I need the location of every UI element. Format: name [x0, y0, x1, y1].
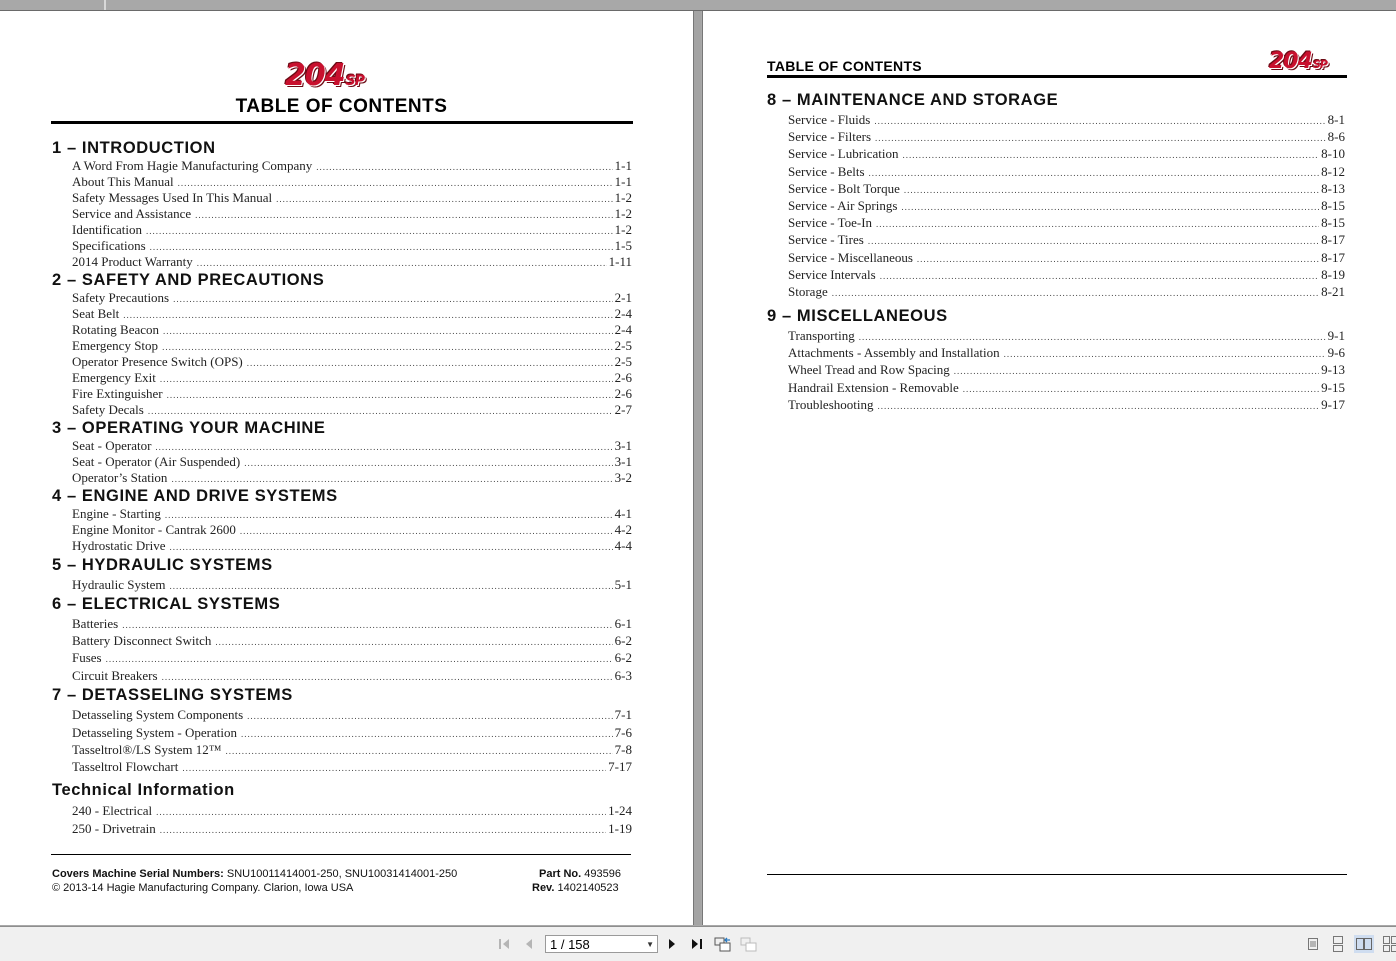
toc-entry-title: Fuses [72, 650, 106, 666]
dot-leader [170, 578, 613, 594]
toc-entry[interactable] [72, 402, 632, 418]
dot-leader [859, 329, 1326, 345]
toc-entry-page: 3-1 [613, 438, 632, 454]
toc-entry-title: Detasseling System - Operation [72, 725, 241, 741]
toc-entry[interactable] [72, 668, 632, 684]
toc-entry[interactable] [72, 506, 632, 522]
dropdown-caret-icon[interactable]: ▼ [646, 936, 654, 954]
toc-entry-page: 9-6 [1326, 345, 1345, 361]
dot-leader [963, 381, 1319, 397]
revision [532, 882, 619, 894]
viewer-top-bar [0, 0, 1396, 11]
toc-entry-page: 1-1 [613, 174, 632, 190]
first-page-button[interactable] [496, 935, 514, 953]
toc-entry-title: Seat Belt [72, 306, 123, 322]
toc-entry[interactable] [72, 759, 632, 775]
toc-entry-page: 1-11 [607, 254, 632, 270]
next-view-button[interactable] [740, 935, 758, 953]
toc-entry-title: Circuit Breakers [72, 668, 162, 684]
toc-entry-page: 1-5 [613, 238, 632, 254]
toc-entry-title: Service - Fluids [788, 112, 874, 128]
dot-leader [122, 617, 612, 633]
toc-entry-title: Tasseltrol®/LS System 12™ [72, 742, 226, 758]
dot-leader [877, 398, 1319, 414]
toc-entry[interactable] [788, 129, 1345, 145]
previous-view-icon [714, 936, 732, 952]
section-heading-electrical-systems[interactable]: 6 – ELECTRICAL SYSTEMS [52, 595, 280, 614]
toc-entry-title: Service - Miscellaneous [788, 250, 917, 266]
toc-entry-page: 2-5 [613, 338, 632, 354]
toc-entry-page: 9-1 [1326, 328, 1345, 344]
toc-entry[interactable] [72, 158, 632, 174]
toc-entry-title: Hydrostatic Drive [72, 538, 170, 554]
toc-entry-page: 3-2 [613, 470, 632, 486]
dot-leader [148, 403, 613, 419]
toc-entry-title: Operator’s Station [72, 470, 171, 486]
dot-leader [276, 191, 613, 207]
header-divider [767, 75, 1347, 78]
toc-entry-page: 5-1 [613, 577, 632, 593]
toc-entry[interactable] [72, 290, 632, 306]
part-number [539, 868, 621, 880]
toc-entry[interactable] [788, 250, 1345, 266]
toc-entry[interactable] [72, 538, 632, 554]
next-view-icon [740, 936, 758, 952]
toc-entry[interactable] [72, 190, 632, 206]
toc-entry-title: Service - Filters [788, 129, 875, 145]
dot-leader [226, 743, 613, 759]
toc-entry[interactable] [788, 267, 1345, 283]
toc-entry-title: Specifications [72, 238, 150, 254]
dot-leader [123, 307, 612, 323]
toc-entry-title: Emergency Exit [72, 370, 160, 386]
toc-entry[interactable] [788, 397, 1345, 413]
toc-entry-title: Identification [72, 222, 146, 238]
toc-entry[interactable] [72, 633, 632, 649]
page-number-input[interactable] [545, 935, 658, 953]
pdf-navigation-toolbar [0, 926, 1396, 961]
toc-entry-title: Engine Monitor - Cantrak 2600 [72, 522, 240, 538]
dot-leader [1004, 346, 1326, 362]
toc-entry-title: Tasseltrol Flowchart [72, 759, 182, 775]
toc-entry-title: Safety Messages Used In This Manual [72, 190, 276, 206]
toc-entry-page: 7-1 [613, 707, 632, 723]
toc-entry-page: 1-1 [613, 158, 632, 174]
section-heading-introduction[interactable]: 1 – INTRODUCTION [52, 139, 216, 158]
toc-entry-title: Seat - Operator [72, 438, 155, 454]
toc-entry-page: 2-6 [613, 370, 632, 386]
toc-entry-title: Detasseling System Components [72, 707, 247, 723]
dot-leader [150, 239, 613, 255]
toc-entry[interactable] [72, 803, 632, 819]
toc-entry[interactable] [72, 306, 632, 322]
toc-entry[interactable] [788, 232, 1345, 248]
toc-entry-title: Seat - Operator (Air Suspended) [72, 454, 244, 470]
toc-entry-title: Safety Precautions [72, 290, 173, 306]
toc-entry[interactable] [788, 345, 1345, 361]
dot-leader [880, 268, 1319, 284]
toc-entry[interactable] [788, 362, 1345, 378]
dot-leader [868, 233, 1319, 249]
toc-entry[interactable] [788, 284, 1345, 300]
dot-leader [197, 255, 607, 271]
toc-entry-page: 6-2 [613, 650, 632, 666]
dot-leader [247, 355, 613, 371]
next-page-icon [667, 938, 677, 950]
dot-leader [917, 251, 1319, 267]
toc-entry-page: 7-6 [613, 725, 632, 741]
toc-entry-title: Service - Lubrication [788, 146, 902, 162]
section-heading-engine-and-drive-systems[interactable]: 4 – ENGINE AND DRIVE SYSTEMS [52, 487, 338, 506]
toc-entry-page: 1-24 [606, 803, 632, 819]
toc-entry-page: 8-21 [1319, 284, 1345, 300]
toc-entry-page: 7-8 [613, 742, 632, 758]
toc-entry-page: 9-17 [1319, 397, 1345, 413]
dot-leader [875, 130, 1326, 146]
continuous-facing-icon [1382, 936, 1396, 952]
page-indicator: 1 / 158 [550, 937, 590, 952]
toc-entry[interactable] [72, 707, 632, 723]
toc-entry-page: 7-17 [606, 759, 632, 775]
toc-entry-page: 8-10 [1319, 146, 1345, 162]
toc-entry-title: Rotating Beacon [72, 322, 163, 338]
previous-page-button[interactable] [520, 935, 538, 953]
toc-entry-title: Hydraulic System [72, 577, 170, 593]
toc-entry-page: 8-13 [1319, 181, 1345, 197]
toc-entry-title: Service - Belts [788, 164, 869, 180]
toc-entry-title: Emergency Stop [72, 338, 162, 354]
dot-leader [902, 147, 1319, 163]
toc-entry-page: 9-15 [1319, 380, 1345, 396]
dot-leader [170, 539, 613, 555]
section-heading-safety-and-precautions[interactable]: 2 – SAFETY AND PRECAUTIONS [52, 271, 324, 290]
dot-leader [901, 199, 1319, 215]
previous-view-button[interactable] [714, 935, 732, 953]
dot-leader [182, 760, 606, 776]
brand-logo-small [1269, 51, 1327, 73]
continuous-view-button[interactable] [1328, 935, 1348, 953]
toc-entry-page: 9-13 [1319, 362, 1345, 378]
pdf-page-left [0, 11, 694, 925]
toc-entry[interactable] [72, 438, 632, 454]
section-heading-miscellaneous[interactable]: 9 – MISCELLANEOUS [767, 307, 948, 326]
first-page-icon [498, 938, 512, 950]
section-heading-technical-information[interactable]: Technical Information [52, 781, 235, 800]
facing-view-button[interactable] [1354, 935, 1374, 953]
dot-leader [163, 323, 613, 339]
dot-leader [162, 669, 613, 685]
logo-suffix: SP [346, 73, 364, 89]
toc-entry[interactable] [72, 174, 632, 190]
toc-entry[interactable] [788, 181, 1345, 197]
last-page-icon [690, 938, 704, 950]
section-heading-detasseling-systems[interactable]: 7 – DETASSELING SYSTEMS [52, 686, 293, 705]
logo-number: 204 [1269, 49, 1312, 74]
dot-leader [195, 207, 613, 223]
toc-entry[interactable] [72, 650, 632, 666]
toc-entry-page: 8-6 [1326, 129, 1345, 145]
toc-entry-title: Operator Presence Switch (OPS) [72, 354, 247, 370]
dot-leader [244, 455, 612, 471]
toc-entry-page: 8-15 [1319, 215, 1345, 231]
toc-entry[interactable] [72, 254, 632, 270]
toc-entry[interactable] [72, 222, 632, 238]
toc-entry[interactable] [788, 146, 1345, 162]
toc-entry-page: 4-1 [613, 506, 632, 522]
toc-entry[interactable] [788, 380, 1345, 396]
dot-leader [316, 159, 612, 175]
serial-numbers [52, 868, 457, 880]
dot-leader [146, 223, 613, 239]
dot-leader [162, 339, 613, 355]
toc-entry-page: 1-2 [613, 206, 632, 222]
toc-entry[interactable] [72, 522, 632, 538]
toc-entry[interactable] [72, 821, 632, 837]
toc-entry[interactable] [788, 328, 1345, 344]
toc-entry-page: 1-2 [613, 190, 632, 206]
dot-leader [155, 439, 612, 455]
toc-entry[interactable] [72, 454, 632, 470]
toc-entry-page: 8-15 [1319, 198, 1345, 214]
toc-entry[interactable] [788, 215, 1345, 231]
dot-leader [904, 182, 1319, 198]
toc-entry-page: 2-4 [613, 322, 632, 338]
part-label: Part No. [539, 868, 581, 880]
toc-entry-title: 250 - Drivetrain [72, 821, 160, 837]
dot-leader [178, 175, 613, 191]
toc-entry[interactable] [72, 354, 632, 370]
toc-entry[interactable] [72, 322, 632, 338]
toc-entry[interactable] [788, 164, 1345, 180]
continuous-facing-view-button[interactable] [1380, 935, 1396, 953]
previous-page-icon [524, 938, 534, 950]
rev-label: Rev. [532, 882, 554, 894]
toc-entry-title: Safety Decals [72, 402, 148, 418]
section-heading-maintenance-and-storage[interactable]: 8 – MAINTENANCE AND STORAGE [767, 91, 1058, 110]
toc-entry[interactable] [72, 338, 632, 354]
toc-entry-title: Service - Tires [788, 232, 868, 248]
toc-entry-page: 2-1 [613, 290, 632, 306]
dot-leader [240, 523, 613, 539]
dot-leader [167, 387, 613, 403]
toc-entry-page: 2-6 [613, 386, 632, 402]
toc-entry[interactable] [72, 370, 632, 386]
dot-leader [106, 651, 613, 667]
brand-logo [285, 61, 364, 91]
toc-entry-title: Attachments - Assembly and Installation [788, 345, 1004, 361]
toc-entry[interactable] [72, 206, 632, 222]
toc-entry-title: Batteries [72, 616, 122, 632]
toc-entry[interactable] [72, 742, 632, 758]
toc-entry-title: About This Manual [72, 174, 178, 190]
section-heading-hydraulic-systems[interactable]: 5 – HYDRAULIC SYSTEMS [52, 556, 273, 575]
facing-pages-icon [1355, 937, 1373, 951]
toc-entry[interactable] [788, 198, 1345, 214]
toc-entry-page: 4-4 [613, 538, 632, 554]
toc-entry-page: 6-3 [613, 668, 632, 684]
toc-entry-title: Wheel Tread and Row Spacing [788, 362, 954, 378]
dot-leader [954, 363, 1319, 379]
dot-leader [156, 804, 606, 820]
logo-suffix: SP [1313, 58, 1327, 71]
serial-value: SNU10011414001-250, SNU10031414001-250 [227, 868, 457, 880]
toc-entry-title: Service and Assistance [72, 206, 195, 222]
dot-leader [241, 726, 613, 742]
toc-entry-page: 6-2 [613, 633, 632, 649]
toc-entry[interactable] [72, 238, 632, 254]
continuous-page-icon [1332, 936, 1344, 952]
title-divider [51, 121, 633, 124]
dot-leader [832, 285, 1319, 301]
last-page-button[interactable] [688, 935, 706, 953]
splitter-handle[interactable] [104, 0, 106, 10]
toc-entry-page: 6-1 [613, 616, 632, 632]
footer-divider [51, 854, 631, 855]
toc-entry-page: 4-2 [613, 522, 632, 538]
toc-entry[interactable] [72, 725, 632, 741]
toc-entry-title: Service - Air Springs [788, 198, 901, 214]
toc-entry-title: A Word From Hagie Manufacturing Company [72, 158, 316, 174]
logo-number: 204 [285, 58, 345, 93]
toc-entry-page: 1-2 [613, 222, 632, 238]
dot-leader [160, 371, 613, 387]
dot-leader [869, 165, 1320, 181]
toc-entry[interactable] [72, 616, 632, 632]
part-value: 493596 [584, 868, 621, 880]
toc-entry-title: Battery Disconnect Switch [72, 633, 215, 649]
toc-entry-title: Fire Extinguisher [72, 386, 167, 402]
toc-entry-page: 8-19 [1319, 267, 1345, 283]
rev-value: 1402140523 [557, 882, 618, 894]
copyright: © 2013-14 Hagie Manufacturing Company. Clarion, Iowa USA [52, 882, 353, 894]
dot-leader [173, 291, 613, 307]
running-header-title: TABLE OF CONTENTS [767, 58, 922, 74]
toc-entry-title: 240 - Electrical [72, 803, 156, 819]
single-page-view-button[interactable] [1303, 935, 1323, 953]
dot-leader [247, 708, 612, 724]
dot-leader [876, 216, 1319, 232]
dot-leader [874, 113, 1325, 129]
toc-entry-title: Storage [788, 284, 832, 300]
toc-entry-title: Engine - Starting [72, 506, 165, 522]
toc-entry-title: 2014 Product Warranty [72, 254, 197, 270]
toc-entry-title: Troubleshooting [788, 397, 877, 413]
toc-entry[interactable] [788, 112, 1345, 128]
toc-entry-page: 3-1 [613, 454, 632, 470]
dot-leader [165, 507, 613, 523]
toc-entry-title: Service - Bolt Torque [788, 181, 904, 197]
toc-entry-page: 2-7 [613, 402, 632, 418]
toc-entry-page: 8-17 [1319, 232, 1345, 248]
next-page-button[interactable] [663, 935, 681, 953]
toc-entry-title: Handrail Extension - Removable [788, 380, 963, 396]
toc-entry-page: 8-12 [1319, 164, 1345, 180]
dot-leader [171, 471, 612, 487]
toc-entry[interactable] [72, 386, 632, 402]
page-title: TABLE OF CONTENTS [50, 96, 633, 118]
section-heading-operating-your-machine[interactable]: 3 – OPERATING YOUR MACHINE [52, 419, 326, 438]
toc-entry[interactable] [72, 577, 632, 593]
toc-entry-page: 2-4 [613, 306, 632, 322]
footer-divider [767, 874, 1347, 875]
toc-entry-page: 2-5 [613, 354, 632, 370]
toc-entry-page: 8-17 [1319, 250, 1345, 266]
toc-entry-title: Service - Toe-In [788, 215, 876, 231]
serial-label: Covers Machine Serial Numbers: [52, 868, 224, 880]
toc-entry-title: Service Intervals [788, 267, 880, 283]
pdf-page-right [702, 11, 1396, 925]
dot-leader [160, 822, 606, 838]
toc-entry-page: 8-1 [1326, 112, 1345, 128]
toc-entry-page: 1-19 [606, 821, 632, 837]
page-gutter [694, 11, 701, 925]
single-page-icon [1307, 937, 1319, 951]
toc-entry-title: Transporting [788, 328, 859, 344]
dot-leader [215, 634, 612, 650]
toc-entry[interactable] [72, 470, 632, 486]
